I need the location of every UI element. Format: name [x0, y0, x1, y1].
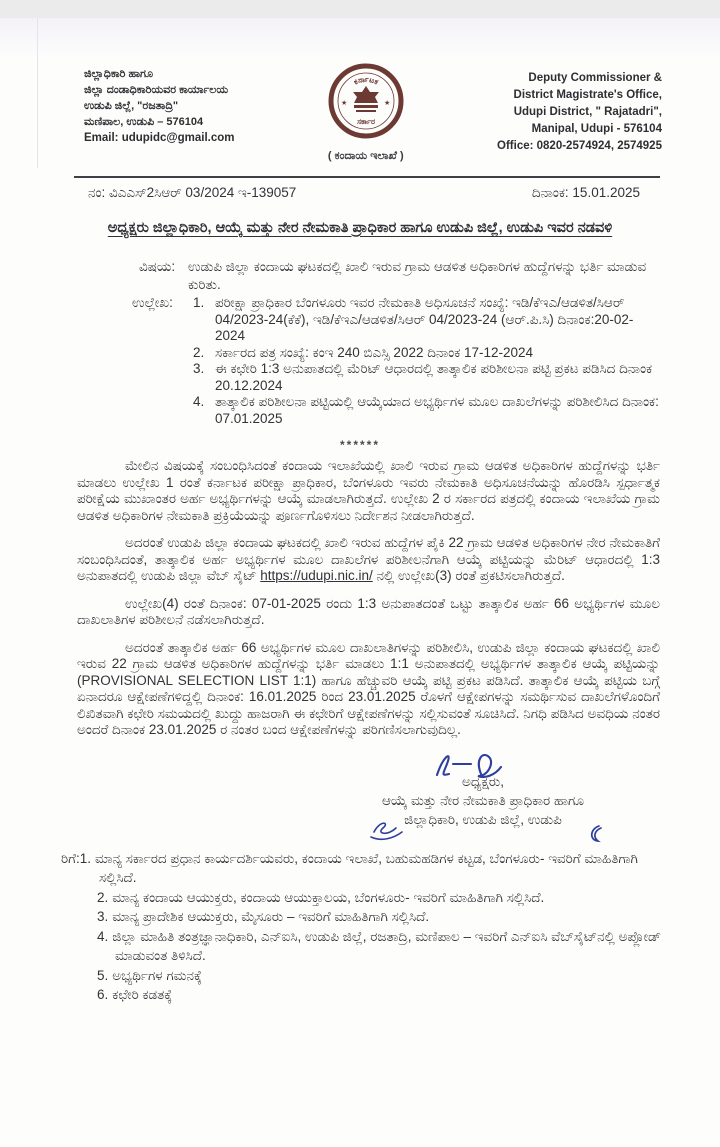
reference-text: ಪರೀಕ್ಷಾ ಪ್ರಾಧಿಕಾರ ಬೆಂಗಳೂರು ಇವರ ನೇಮಕಾತಿ ಅಧಿಸೂಚನೆ ಸಂಖ್ಯೆ: ಇಡಿ/ಕೆಇಎ/ಆಡಳಿತ/ಸಿಆರ್ 04/2023-24(ಕೆಕೆ), ಇಡಿ/ಕೆಇಎ/ಆಡಳಿತ/ಸಿಆರ್ 04/2023-24 (ಆರ್.ಪಿ.ಸಿ) ದಿನಾಂಕ:20-02-2024 [215, 295, 634, 343]
reference-text: ಈ ಕಛೇರಿ 1:3 ಅನುಪಾತದಲ್ಲಿ ಮೆರಿಟ್ ಆಧಾರದಲ್ಲಿ ತಾತ್ಕಾಲಿಕ ಪರಿಶೀಲನಾ ಪಟ್ಟಿ ಪ್ರಕಟ ಪಡಿಸಿದ ದಿನಾಂಕ 20.12.2024 [215, 361, 653, 393]
references-label: ಉಲ್ಲೇಖ: [132, 295, 173, 310]
body-paragraph-1: ಮೇಲಿನ ವಿಷಯಕ್ಕೆ ಸಂಬಂಧಿಸಿದಂತೆ ಕಂದಾಯ ಇಲಾಖೆಯಲ್ಲಿ ಖಾಲಿ ಇರುವ ಗ್ರಾಮ ಆಡಳಿತ ಅಧಿಕಾರಿಗಳ ಹುದ್ದೆಗಳನ್ನು ಭರ್ತಿ ಮಾಡಲು ಉಲ್ಲೇಖ 1 ರಂತೆ ಕರ್ನಾಟಕ ಪರೀಕ್ಷಾ ಪ್ರಾಧಿಕಾರ, ಬೆಂಗಳೂರು ಇವರು ನೇಮಕಾತಿ ಅಧಿಸೂಚನೆಯನ್ನು ಹೊರಡಿಸಿ ಸ್ಪರ್ಧಾತ್ಮಕ ಪರೀಕ್ಷೆಯ ಮುಖಾಂತರ ಅರ್ಹ ಅಭ್ಯರ್ಥಿಗಳನ್ನು ಆಯ್ಕೆ ಮಾಡಲಾಗಿರುತ್ತದೆ. ಉಲ್ಲೇಖ 2 ರ ಸರ್ಕಾರದ ಪತ್ರದಲ್ಲಿ ಕಂದಾಯ ಇಲಾಖೆಯ ಗ್ರಾಮ ಆಡಳಿತ ಅಧಿಕಾರಿಗಳ ನೇಮಕಾತಿ ಪ್ರಕ್ರಿಯೆಯನ್ನು ಪೂರ್ಣಗೊಳಿಸಲು ನಿರ್ದೇಶನ ನೀಡಲಾಗಿರುತ್ತದೆ. [77, 458, 660, 523]
seal-caption: ( ಕಂದಾಯ ಇಲಾಖೆ ) [327, 150, 404, 162]
reference-number: 3. [193, 361, 205, 376]
letterhead-line: ಜಿಲ್ಲಾಧಿಕಾರಿ ಹಾಗೂ [84, 68, 153, 80]
initial-mark-icon [586, 823, 604, 845]
distribution-item [61, 849, 668, 888]
distribution-text: ಕಛೇರಿ ಕಡತಕ್ಕೆ [112, 987, 173, 1002]
paragraph-text: ಅದರಂತೆ ಉಡುಪಿ ಜಿಲ್ಲಾ ಕಂದಾಯ ಘಟಕದಲ್ಲಿ ಖಾಲಿ ಇರುವ ಹುದ್ದೆಗಳ ಪೈಕಿ 22 ಗ್ರಾಮ ಆಡಳಿತ ಅಧಿಕಾರಿಗಳ ನೇರ ನೇಮಕಾತಿಗೆ ಸಂಬಂಧಿಸಿದಂತೆ, ತಾತ್ಕಾಲಿಕ ಅರ್ಹ ಅಭ್ಯರ್ಥಿಗಳ ಮೂಲ ದಾಖಲೆಗಳ ಪರಿಶೀಲನೆಗಾಗಿ ಆಯ್ಕೆ ಪಟ್ಟಿಯನ್ನು ಮೆರಿಟ್ ಆಧಾರದಲ್ಲಿ 1:3 ಅನುಪಾತದಲ್ಲಿ ಉಡುಪಿ ಜಿಲ್ಲಾ ವೆಬ್ ಸೈಟ್ [77, 535, 660, 583]
signature-ink-icon [423, 749, 519, 785]
signature-block [322, 749, 644, 829]
distribution-text: ಮಾನ್ಯ ಪ್ರಾದೇಶಿಕ ಆಯುಕ್ತರು, ಮೈಸೂರು – ಇವರಿಗೆ ಮಾಹಿತಿಗಾಗಿ ಸಲ್ಲಿಸಿದೆ. [112, 909, 430, 924]
distribution-number: 5. [97, 967, 109, 983]
distribution-item [97, 966, 668, 986]
distribution-number: 2. [97, 889, 109, 905]
header-divider [74, 176, 660, 178]
subject-label: ವಿಷಯ: [139, 259, 176, 274]
distribution-number: 1. [79, 850, 91, 866]
reference-item [193, 361, 662, 394]
letterhead-line: ಉಡುಪಿ ಜಿಲ್ಲೆ, "ರಜತಾದ್ರಿ" [84, 100, 179, 112]
reference-text: ತಾತ್ಕಾಲಿಕ ಪರಿಶೀಲನಾ ಪಟ್ಟಿಯಲ್ಲಿ ಆಯ್ಕೆಯಾದ ಅಭ್ಯರ್ಥಿಗಳ ಮೂಲ ದಾಖಲೆಗಳನ್ನು ಪರಿಶೀಲಿಸಿದ ದಿನಾಂಕ: 07.01.2025 [215, 394, 659, 426]
proceedings-title: ಅಧ್ಯಕ್ಷರು ಜಿಲ್ಲಾಧಿಕಾರಿ, ಆಯ್ಕೆ ಮತ್ತು ನೇರ ನೇಮಕಾತಿ ಪ್ರಾಧಿಕಾರ ಹಾಗೂ ಉಡುಪಿ ಜಿಲ್ಲೆ, ಉಡುಪಿ ಇವರ ನಡವಳಿ [107, 220, 613, 236]
seal-star-left-icon: ★ [340, 100, 348, 107]
letter-number: ನಂ: ವಿಎಎಸ್2ಸಿಆರ್ 03/2024 ಇ-139057 [88, 185, 297, 200]
reference-number: 4. [193, 394, 205, 409]
reference-item [193, 295, 662, 345]
references-block [132, 295, 662, 427]
scan-fold-line [37, 18, 38, 168]
distribution-text: ಮಾನ್ಯ ಕಂದಾಯ ಆಯುಕ್ತರು, ಕಂದಾಯ ಆಯುಕ್ತಾಲಯ, ಬೆಂಗಳೂರು- ಇವರಿಗೆ ಮಾಹಿತಿಗಾಗಿ ಸಲ್ಲಿಸಿದೆ. [112, 889, 545, 905]
subject-text: ಉಡುಪಿ ಜಿಲ್ಲಾ ಕಂದಾಯ ಘಟಕದಲ್ಲಿ ಖಾಲಿ ಇರುವ ಗ್ರಾಮ ಆಡಳಿತ ಅಧಿಕಾರಿಗಳ ಹುದ್ದೆಗಳನ್ನು ಭರ್ತಿ ಮಾಡುವ ಕುರಿತು. [188, 259, 647, 292]
distribution-item [97, 888, 668, 908]
distribution-item [97, 927, 668, 966]
references-list [193, 295, 662, 427]
svg-text:ಕರ್ನಾಟಕ [352, 74, 380, 86]
karnataka-emblem-icon [327, 62, 405, 140]
reference-number: 1. [193, 295, 205, 310]
website-link: https://udupi.nic.in/ [260, 568, 373, 583]
seal-bottom-text: ಸರ್ಕಾರ [356, 117, 375, 126]
letterhead-phone: Office: 0820-2574924, 2574925 [497, 140, 662, 152]
signatory-designation: ಅಧ್ಯಕ್ಷರು, [462, 773, 504, 789]
letterhead-kannada [84, 66, 235, 146]
distribution-item [97, 907, 668, 927]
paragraph-text: ನಲ್ಲಿ ಉಲ್ಲೇಖ(3) ರಂತೆ ಪ್ರಕಟಿಸಲಾಗಿರುತ್ತದೆ. [372, 568, 565, 583]
reference-item [193, 345, 662, 362]
letter-sheet [0, 18, 720, 1147]
letterhead-line: Manipal, Udupi - 576104 [531, 123, 662, 135]
body-paragraph-2 [77, 535, 660, 585]
letterhead-line: Udupi District, " Rajatadri", [513, 106, 662, 118]
reference-item [193, 394, 662, 427]
letterhead-line: ಜಿಲ್ಲಾ ದಂಡಾಧಿಕಾರಿಯವರ ಕಾರ್ಯಾಲಯ [84, 84, 229, 96]
distribution-text: ಮಾನ್ಯ ಸರ್ಕಾರದ ಪ್ರಧಾನ ಕಾರ್ಯದರ್ಶಿಯವರು, ಕಂದಾಯ ಇಲಾಖೆ, ಬಹುಮಹಡಿಗಳ ಕಟ್ಟಡ, ಬೆಂಗಳೂರು- ಇವರಿಗೆ ಮಾಹಿತಿಗಾಗಿ ಸಲ್ಲಿಸಿದೆ. [95, 850, 638, 885]
reference-text: ಸರ್ಕಾರದ ಪತ್ರ ಸಂಖ್ಯೆ: ಕಂಇ 240 ಬಿಎಸ್ಸಿ 2022 ದಿನಾಂಕ 17-12-2024 [215, 344, 534, 360]
reference-line [88, 185, 640, 201]
seal-top-text: ಕರ್ನಾಟಕ [352, 74, 380, 87]
distribution-label: ರಿಗೆ: [61, 850, 80, 866]
seal-star-right-icon: ★ [383, 100, 391, 107]
distribution-block [61, 849, 668, 1005]
subject-block [139, 258, 662, 294]
body-paragraph-4: ಅದರಂತೆ ತಾತ್ಕಾಲಿಕ ಅರ್ಹ 66 ಅಭ್ಯರ್ಥಿಗಳ ಮೂಲ ದಾಖಲಾತಿಗಳನ್ನು ಪರಿಶೀಲಿಸಿ, ಉಡುಪಿ ಜಿಲ್ಲಾ ಕಂದಾಯ ಘಟಕದಲ್ಲಿ ಖಾಲಿ ಇರುವ 22 ಗ್ರಾಮ ಆಡಳಿತ ಅಧಿಕಾರಿಗಳ ಹುದ್ದೆಗಳನ್ನು ಭರ್ತಿ ಮಾಡಲು 1:1 ಅನುಪಾತದಲ್ಲಿ ಅಭ್ಯರ್ಥಿಗಳ ತಾತ್ಕಾಲಿಕ ಆಯ್ಕೆ ಪಟ್ಟಿಯನ್ನು (PROVISIONAL SELECTION LIST 1:1) ಹಾಗೂ ಹೆಚ್ಚುವರಿ ಆಯ್ಕೆ ಪಟ್ಟಿ ಪ್ರಕಟ ಪಡಿಸಿದೆ. ತಾತ್ಕಾಲಿಕ ಆಯ್ಕೆ ಪಟ್ಟಿಯ ಬಗ್ಗೆ ಏನಾದರೂ ಆಕ್ಷೇಪಣೆಗಳಿದ್ದಲ್ಲಿ ದಿನಾಂಕ: 16.01.2025 ರಿಂದ 23.01.2025 ರೊಳಗೆ ಆಕ್ಷೇಪಗಳನ್ನು ಸಮರ್ಥಿಸುವ ದಾಖಲೆಗಳೊಂದಿಗೆ ಲಿಖಿತವಾಗಿ ಕಛೇರಿ ಸಮಯದಲ್ಲಿ ಖುದ್ದು ಹಾಜರಾಗಿ ಈ ಕಛೇರಿಗೆ ಆಕ್ಷೇಪಣೆಗಳನ್ನು ಸಲ್ಲಿಸುವಂತೆ ಸೂಚಿಸಿದೆ. ನಿಗಧಿ ಪಡಿಸಿದ ಅವಧಿಯ ನಂತರ ಅಂದರೆ ದಿನಾಂಕ 23.01.2025 ರ ನಂತರ ಬಂದ ಆಕ್ಷೇಪಣೆಗಳನ್ನು ಪರಿಗಣಿಸಲಾಗುವುದಿಲ್ಲ. [77, 639, 660, 737]
letterhead-line: ಮಣಿಪಾಲ, ಉಡುಪಿ – 576104 [84, 116, 204, 128]
stamp-scribble-icon [368, 818, 410, 842]
letterhead-email: Email: udupidc@gmail.com [84, 132, 235, 144]
government-seal [306, 62, 426, 163]
reference-number: 2. [193, 344, 205, 360]
letterhead [0, 18, 720, 163]
section-separator: ****** [339, 438, 381, 452]
distribution-number: 4. [97, 928, 109, 944]
letterhead-line: Deputy Commissioner & [528, 72, 662, 84]
distribution-number: 6. [97, 987, 109, 1002]
signatory-office: ಜಿಲ್ಲಾಧಿಕಾರಿ, ಉಡುಪಿ ಜಿಲ್ಲೆ, ಉಡುಪಿ [404, 811, 562, 827]
letter-date: ದಿನಾಂಕ: 15.01.2025 [531, 185, 640, 200]
body-paragraph-3: ಉಲ್ಲೇಖ(4) ರಂತೆ ದಿನಾಂಕ: 07-01-2025 ರಂದು 1:3 ಅನುಪಾತದಂತೆ ಒಟ್ಟು ತಾತ್ಕಾಲಿಕ ಅರ್ಹ 66 ಅಭ್ಯರ್ಥಿಗಳ ಮೂಲ ದಾಖಲಾತಿಗಳ ಪರಿಶೀಲನೆ ನಡೆಸಲಾಗಿರುತ್ತದೆ. [77, 595, 660, 627]
seal-crest-shape [353, 86, 379, 103]
distribution-number: 3. [97, 909, 109, 924]
letterhead-line: District Magistrate's Office, [513, 89, 662, 101]
signatory-authority: ಆಯ್ಕೆ ಮತ್ತು ನೇರ ನೇಮಕಾತಿ ಪ್ರಾಧಿಕಾರ ಹಾಗೂ [382, 792, 584, 808]
letterhead-english [497, 70, 662, 155]
distribution-text: ಜಿಲ್ಲಾ ಮಾಹಿತಿ ತಂತ್ರಜ್ಞಾನಾಧಿಕಾರಿ, ಎನ್‌ಐಸಿ, ಉಡುಪಿ ಜಿಲ್ಲೆ, ರಜತಾದ್ರಿ, ಮಣಿಪಾಲ – ಇವರಿಗೆ ಎನ್‌ಐಸಿ ವೆಬ್‌ಸೈಟ್‌ನಲ್ಲಿ ಅಪ್ಲೋಡ್ ಮಾಡುವಂತ ತಿಳಿಸಿದೆ. [112, 928, 662, 963]
distribution-item [97, 985, 668, 1005]
distribution-text: ಅಭ್ಯರ್ಥಿಗಳ ಗಮನಕ್ಕೆ [112, 967, 202, 983]
